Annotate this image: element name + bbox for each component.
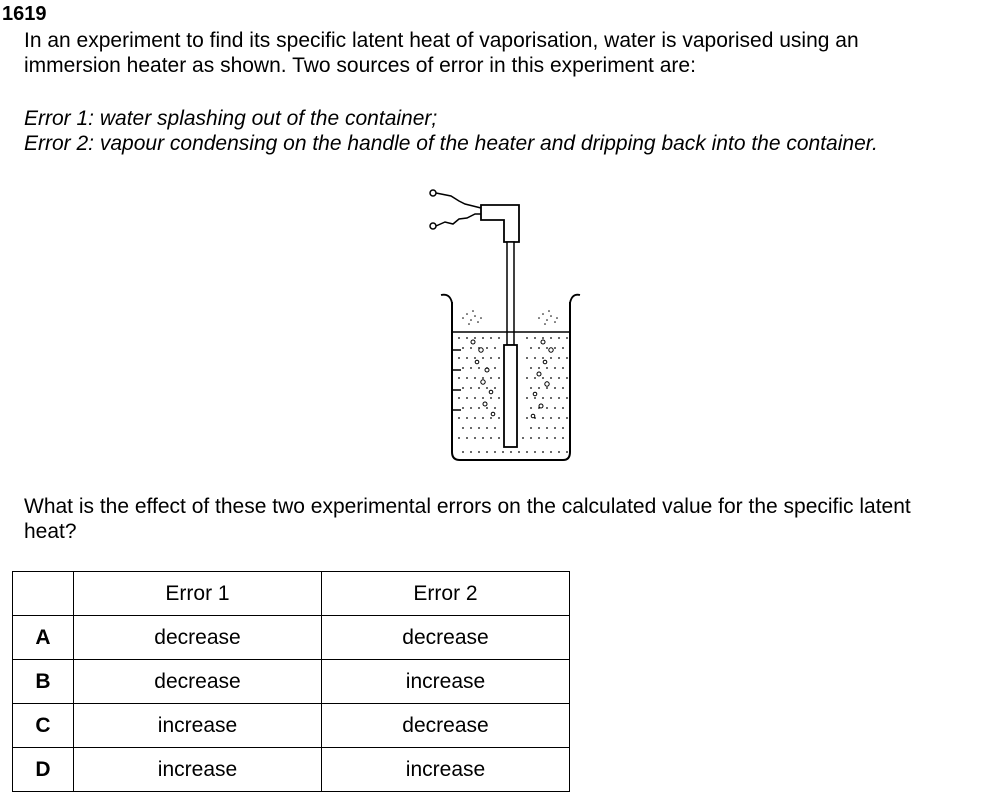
header-error-1: Error 1 xyxy=(74,572,322,616)
option-letter: D xyxy=(13,748,74,792)
option-error-1-effect: increase xyxy=(74,748,322,792)
header-blank xyxy=(13,572,74,616)
error-1-text: Error 1: water splashing out of the container; xyxy=(24,107,438,130)
beaker-graduations xyxy=(452,350,461,410)
immersion-heater-in-beaker-icon xyxy=(415,180,590,470)
heater-rod xyxy=(507,242,514,345)
option-row-b[interactable] xyxy=(13,660,570,704)
question-prompt xyxy=(24,494,996,544)
question-intro xyxy=(24,28,996,78)
option-letter: A xyxy=(13,616,74,660)
question-number: 1619 xyxy=(2,3,47,25)
option-error-1-effect: decrease xyxy=(74,616,322,660)
heater-element xyxy=(504,345,517,447)
option-letter: B xyxy=(13,660,74,704)
header-error-2: Error 2 xyxy=(322,572,570,616)
table-header-row xyxy=(13,572,570,616)
answer-table xyxy=(12,571,570,792)
option-error-2-effect: increase xyxy=(322,748,570,792)
error-2-text: Error 2: vapour condensing on the handle of the heater and dripping back into the container. xyxy=(24,132,878,155)
error-list xyxy=(24,106,996,156)
option-error-1-effect: decrease xyxy=(74,660,322,704)
option-letter: C xyxy=(13,704,74,748)
intro-line-1: In an experiment to find its specific latent heat of vaporisation, water is vaporised using an xyxy=(24,29,859,52)
option-error-2-effect: increase xyxy=(322,660,570,704)
prompt-line-1: What is the effect of these two experimental errors on the calculated value for the specific latent xyxy=(24,495,911,518)
option-row-d[interactable] xyxy=(13,748,570,792)
option-row-c[interactable] xyxy=(13,704,570,748)
intro-line-2: immersion heater as shown. Two sources of error in this experiment are: xyxy=(24,54,696,77)
prompt-line-2: heat? xyxy=(24,520,77,543)
heater-wires xyxy=(430,190,481,229)
option-row-a[interactable] xyxy=(13,616,570,660)
option-error-1-effect: increase xyxy=(74,704,322,748)
option-error-2-effect: decrease xyxy=(322,616,570,660)
option-error-2-effect: decrease xyxy=(322,704,570,748)
heater-handle xyxy=(481,205,519,242)
